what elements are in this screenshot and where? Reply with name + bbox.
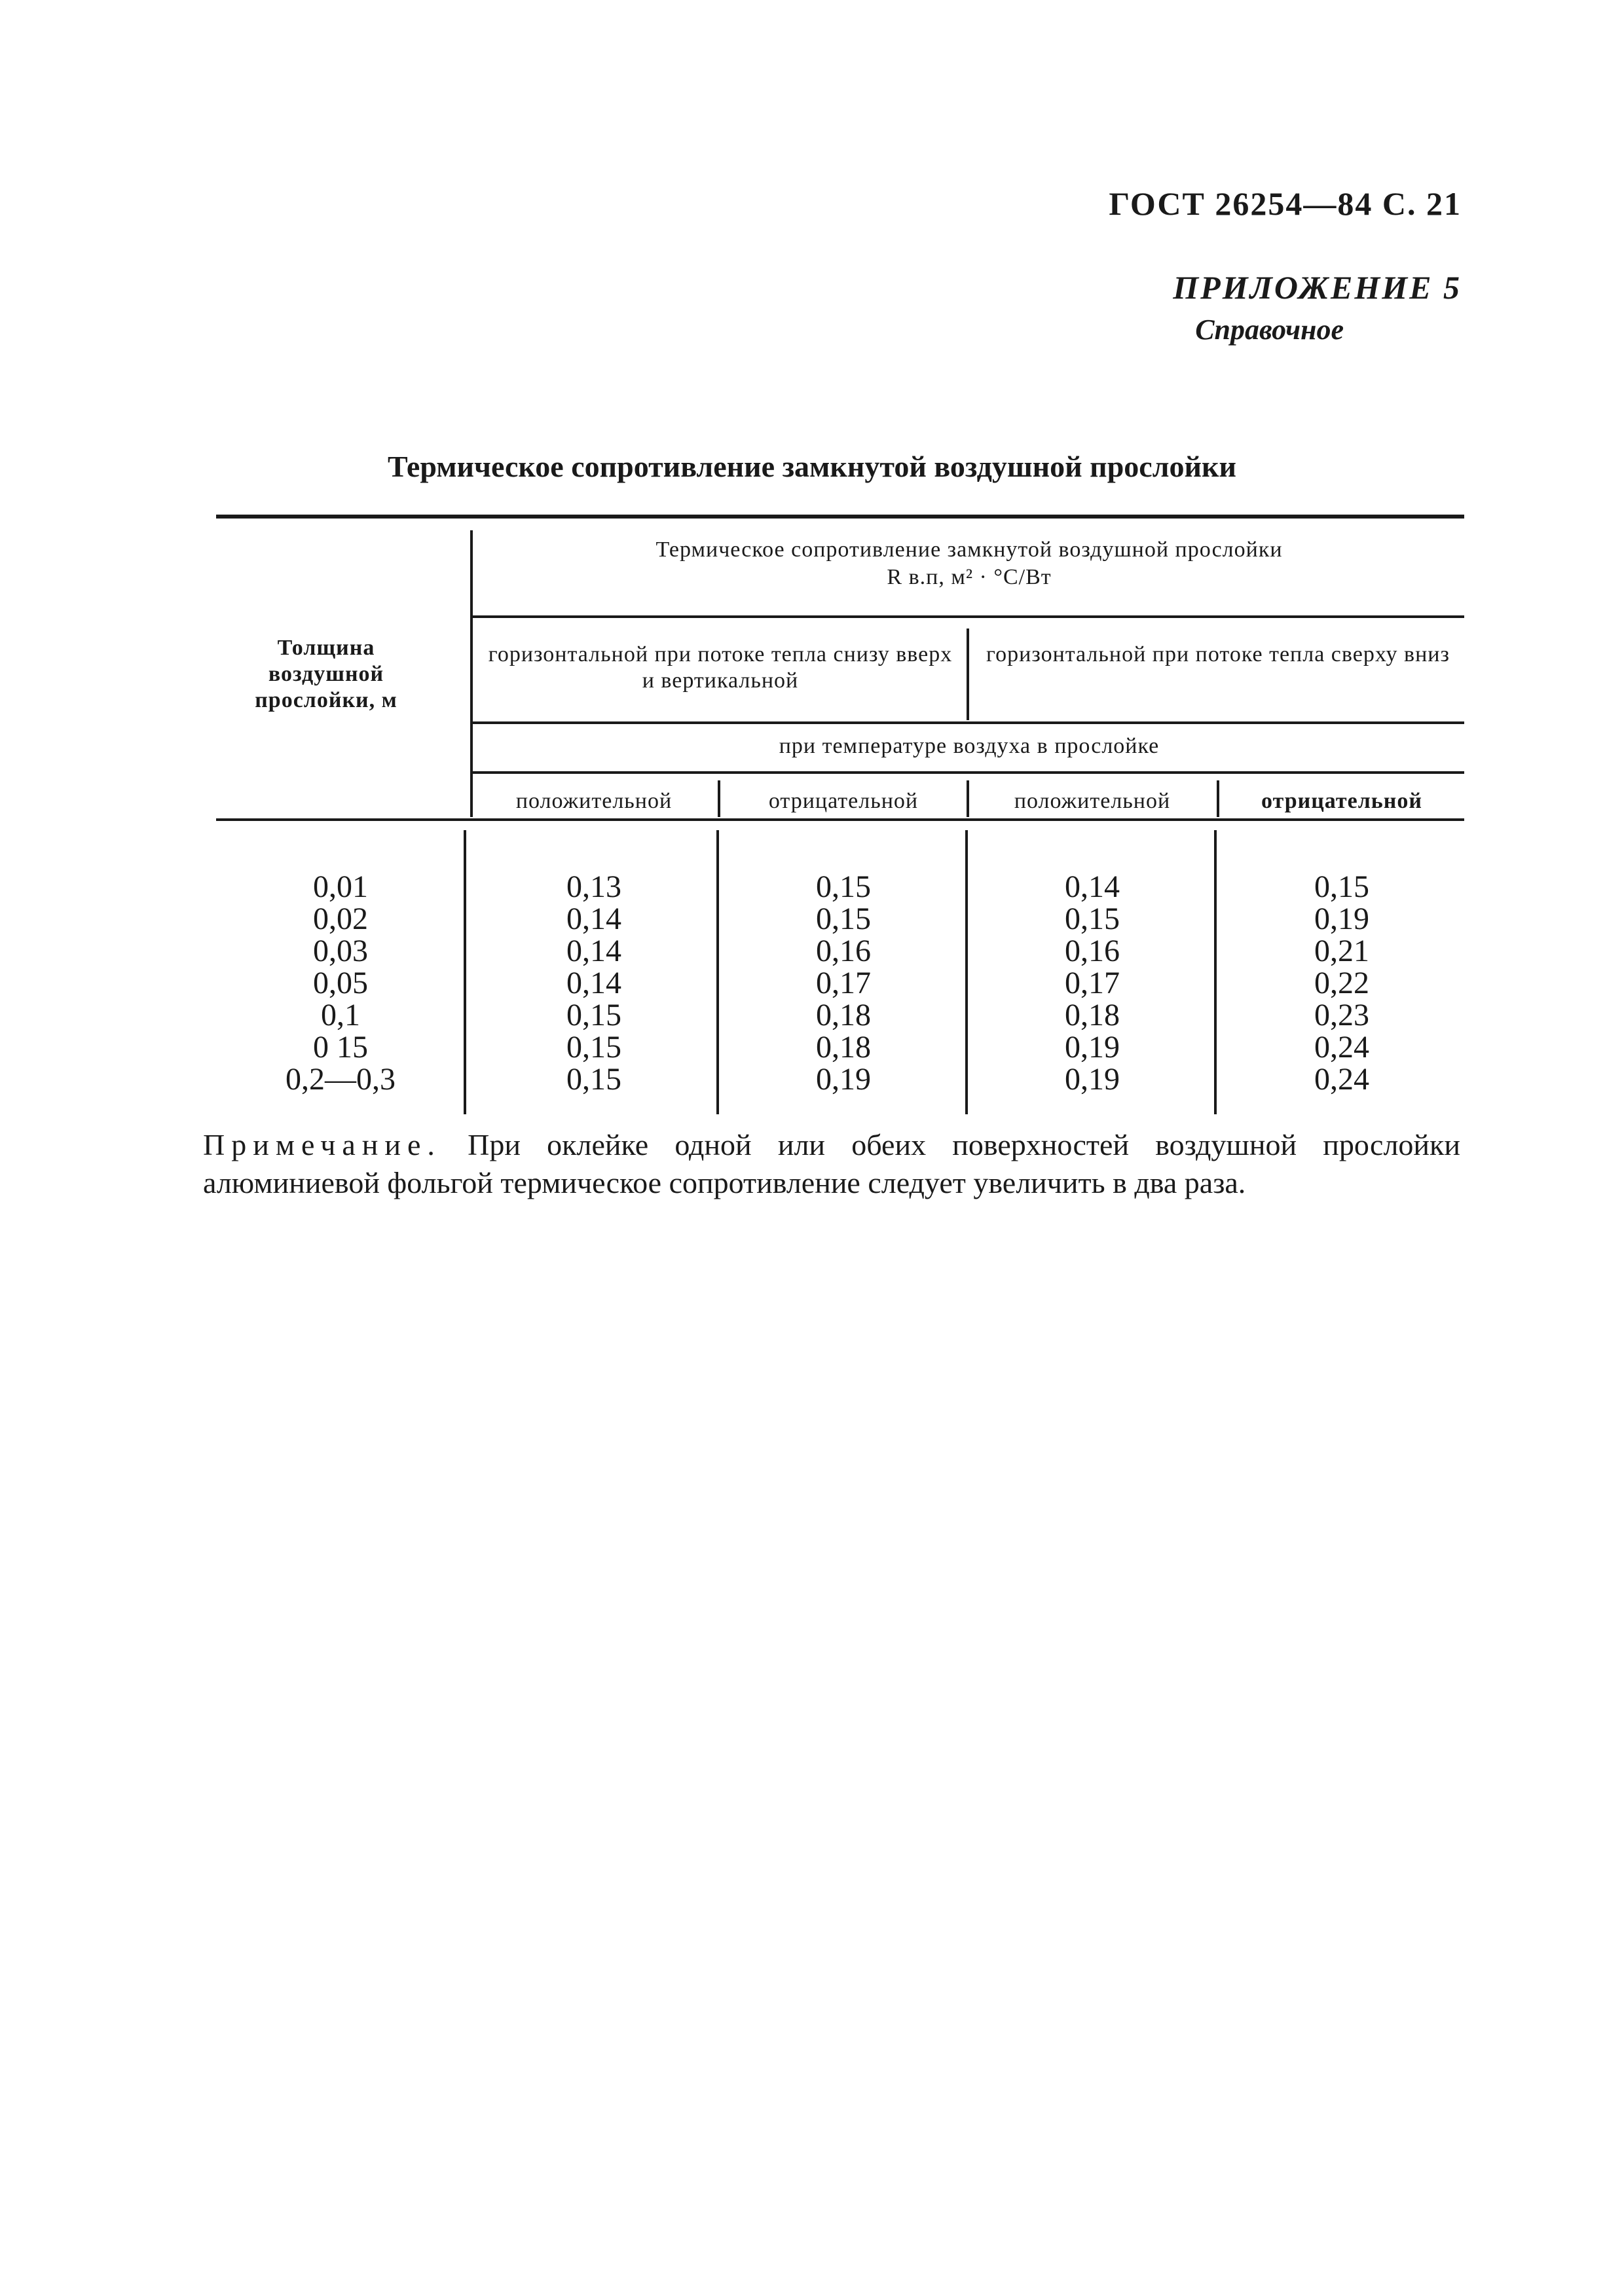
value-cell: 0,15 [566,1030,621,1065]
subheader-g1-positive: положительной [515,789,673,813]
column-g1-negative [720,871,967,1095]
group-header-top-down: горизонтальной при потоке тепла сверху вниз [986,642,1450,666]
value-cell: 0,14 [1065,869,1120,904]
rule-temp-header [473,771,1464,774]
value-cell: 0,19 [1065,1062,1120,1097]
row-header-thickness: Толщина воздушной прослойки, м [255,636,397,712]
value-cell: 0,16 [816,934,871,968]
temperature-header: при температуре воздуха в прослойке [779,734,1160,758]
value-cell: 0,18 [1065,998,1120,1032]
table-title: Термическое сопротивление замкнутой воздушной прослойки [387,450,1237,483]
value-cell: 0,14 [566,902,621,936]
vrule-body-1 [464,830,466,1114]
subheader-g2-negative: отрицательной [1261,789,1422,813]
note-text: При оклейке одной или обеих поверхностей воздушной прослойки алюминиевой фольгой термическое сопротивление следует увеличить в два раза. [203,1128,1460,1199]
thickness-cell: 0,02 [313,902,368,936]
value-cell: 0,18 [816,1030,871,1065]
value-cell: 0,18 [816,998,871,1032]
value-cell: 0,17 [1065,966,1120,1000]
value-cell: 0,19 [816,1062,871,1097]
vrule-first [470,530,473,817]
rule-header-bottom [216,818,1464,821]
thickness-cell: 0,1 [321,998,360,1032]
appendix-type: Справочное [1195,314,1344,346]
value-cell: 0,14 [566,934,621,968]
vrule-group [967,629,969,720]
value-cell: 0,15 [816,902,871,936]
thickness-cell: 0,03 [313,934,368,968]
rule-main-header [473,615,1464,618]
value-cell: 0,14 [566,966,621,1000]
subheader-g1-negative: отрицательной [768,789,919,813]
column-g1-positive [473,871,715,1095]
resistance-table [216,511,1464,1120]
subheader-g2-positive: положительной [1014,789,1171,813]
table-note [203,1126,1460,1202]
value-cell: 0,24 [1314,1030,1369,1065]
value-cell: 0,22 [1314,966,1369,1000]
thickness-cell: 0 15 [313,1030,368,1065]
thickness-cell: 0,05 [313,966,368,1000]
thickness-cell: 0,2—0,3 [286,1062,396,1097]
main-header-line1: Термическое сопротивление замкнутой воздушной прослойки [655,538,1283,562]
group-header-bottom-up: горизонтальной при потоке тепла снизу вверх и вертикальной [488,642,953,693]
table-top-rule [216,515,1464,519]
document-reference: ГОСТ 26254—84 С. 21 [1109,185,1462,222]
value-cell: 0,23 [1314,998,1369,1032]
value-cell: 0,15 [1065,902,1120,936]
value-cell: 0,16 [1065,934,1120,968]
value-cell: 0,15 [1314,869,1369,904]
note-label: Примечание. [203,1128,441,1161]
main-header-line2: R в.п, м² · °С/Вт [887,565,1052,589]
thickness-cell: 0,01 [313,869,368,904]
value-cell: 0,21 [1314,934,1369,968]
rule-group-header [473,721,1464,724]
value-cell: 0,19 [1065,1030,1120,1065]
vrule-body-2 [716,830,719,1114]
column-g2-positive [969,871,1215,1095]
appendix-title: ПРИЛОЖЕНИЕ 5 [1173,269,1462,306]
value-cell: 0,19 [1314,902,1369,936]
value-cell: 0,24 [1314,1062,1369,1097]
value-cell: 0,15 [816,869,871,904]
value-cell: 0,15 [566,1062,621,1097]
value-cell: 0,15 [566,998,621,1032]
value-cell: 0,13 [566,869,621,904]
value-cell: 0,17 [816,966,871,1000]
column-thickness [242,871,439,1095]
column-g2-negative [1219,871,1464,1095]
